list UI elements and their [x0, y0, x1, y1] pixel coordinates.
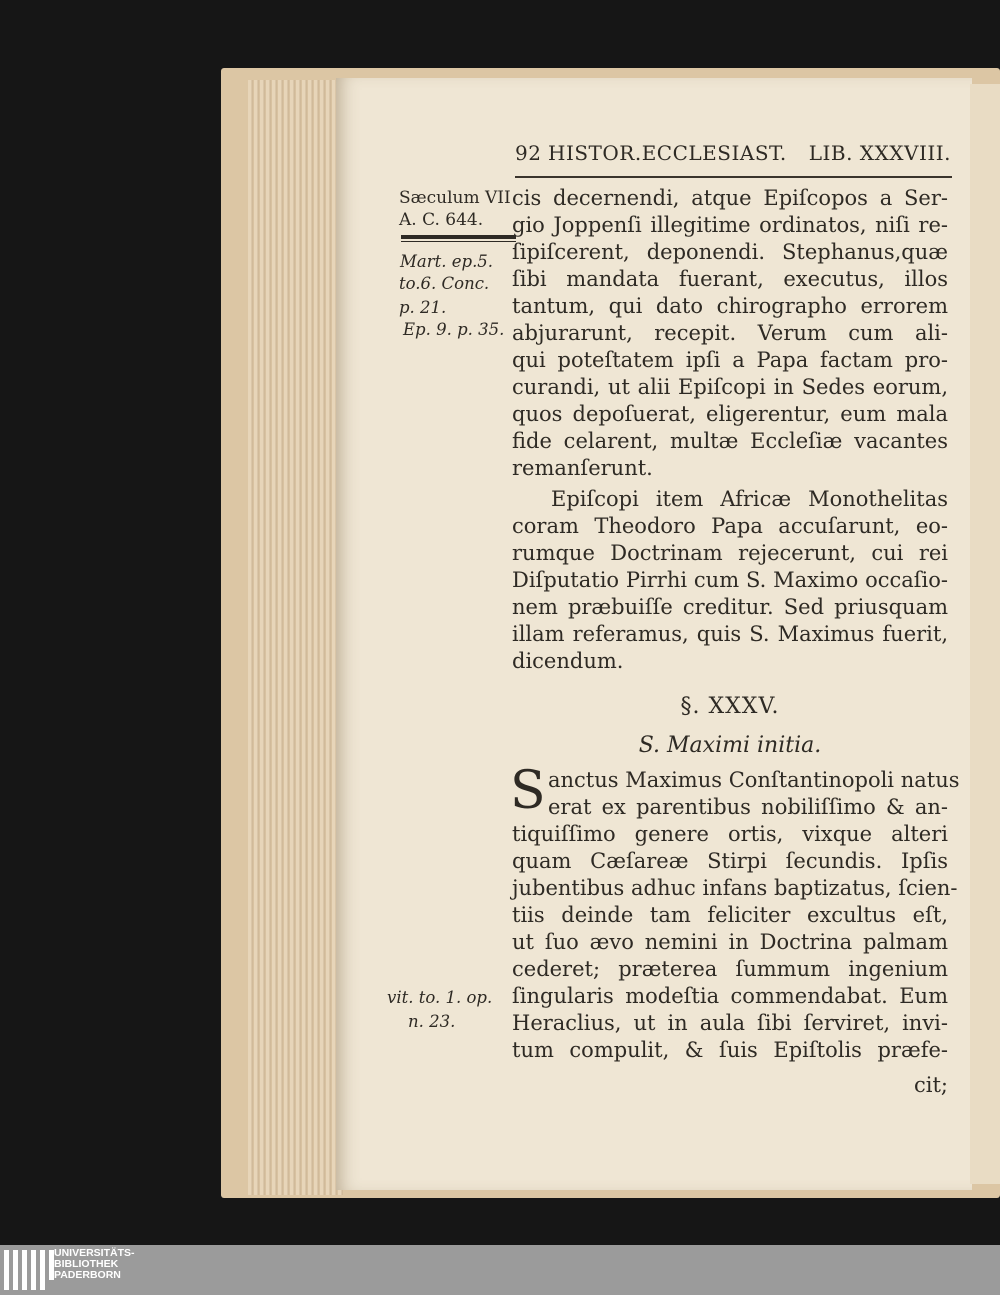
margin-ref-conc: to.6. Conc.: [399, 274, 490, 293]
library-name: [54, 1248, 135, 1281]
catchword: cit;: [914, 1073, 948, 1097]
text-line: tiis deinde tam feliciter excultus eſt,: [512, 903, 948, 927]
text-line: tiquiſſimo genere ortis, vixque alteri: [512, 822, 948, 846]
text-line: curandi, ut alii Epiſcopi in Sedes eorum,: [512, 375, 948, 399]
text-line: Diſputatio Pirrhi cum S. Maximo occaſio-: [512, 568, 948, 592]
margin-saeculum: Sæculum VII: [399, 188, 511, 208]
margin-ref-page: p. 21.: [399, 298, 447, 317]
text-line: remanſerunt.: [512, 456, 653, 480]
margin-thick-rule: [401, 235, 516, 239]
text-line: fide celarent, multæ Eccleſiæ vacantes: [512, 429, 948, 453]
margin-ref-n: n. 23.: [408, 1012, 456, 1031]
library-name-line: UNIVERSITÄTS-: [54, 1247, 135, 1259]
text-line: rumque Doctrinam rejecerunt, cui rei: [512, 541, 948, 565]
header-rule: [515, 176, 952, 178]
text-line: coram Theodoro Papa accuſarunt, eo-: [512, 514, 948, 538]
margin-ref-vit: vit. to. 1. op.: [387, 988, 493, 1007]
text-line: gio Joppenſi illegitime ordinatos, niſi re-: [512, 213, 948, 237]
text-line: cis decernendi, atque Epiſcopos a Ser-: [512, 186, 948, 210]
text-line: Epiſcopi item Africæ Monothelitas: [551, 487, 948, 511]
text-line: jubentibus adhuc infans baptizatus, ſcien-: [512, 876, 958, 900]
section-title: S. Maximi initia.: [638, 733, 822, 758]
text-line: qui poteſtatem ipſi a Papa factam pro-: [512, 348, 948, 372]
margin-anno: A. C. 644.: [399, 210, 484, 230]
text-line: quos depoſuerat, eligerentur, eum mala: [512, 402, 948, 426]
text-line: ut ſuo ævo nemini in Doctrina palmam: [512, 930, 948, 954]
text-line: anctus Maximus Conſtantinopoli natus: [548, 768, 960, 792]
margin-ref-mart: Mart. ep.5.: [400, 252, 494, 271]
drop-cap: S: [510, 761, 546, 821]
text-line: cederet; præterea ſummum ingenium: [512, 957, 948, 981]
library-name-line: PADERBORN: [54, 1269, 121, 1281]
library-name-line: BIBLIOTHEK: [54, 1258, 119, 1270]
text-line: Heraclius, ut in aula ſibi ſerviret, invi-: [512, 1011, 948, 1035]
text-line: tum compulit, & ſuis Epiſtolis præfe-: [512, 1038, 948, 1062]
text-line: ſingularis modeſtia commendabat. Eum: [512, 984, 948, 1008]
footer-bar: [0, 1245, 1000, 1295]
running-title: HISTOR.ECCLESIAST.: [548, 141, 787, 165]
text-line: tantum, qui dato chirographo errorem: [512, 294, 948, 318]
section-number: §. XXXV.: [680, 694, 780, 719]
running-header: [515, 141, 951, 169]
facing-page-edge: [970, 84, 1000, 1184]
text-line: illam referamus, quis S. Maximus fuerit,: [512, 622, 948, 646]
library-logo-icon: [4, 1250, 54, 1290]
text-line: erat ex parentibus nobiliſſimo & an-: [548, 795, 948, 819]
book-number: LIB. XXXVIII.: [808, 141, 951, 165]
text-line: ſipiſcerent, deponendi. Stephanus,quæ: [512, 240, 948, 264]
text-line: abjurarunt, recepit. Verum cum ali-: [512, 321, 948, 345]
text-line: quam Cæſareæ Stirpi ſecundis. Ipſis: [512, 849, 948, 873]
margin-ref-ep: Ep. 9. p. 35.: [403, 320, 505, 339]
text-line: nem præbuiſſe creditur. Sed priusquam: [512, 595, 948, 619]
page-edges: [248, 80, 343, 1195]
page-number: 92: [515, 141, 542, 165]
text-line: ſibi mandata fuerant, executus, illos: [512, 267, 948, 291]
text-line: dicendum.: [512, 649, 624, 673]
margin-thin-rule: [401, 241, 516, 242]
